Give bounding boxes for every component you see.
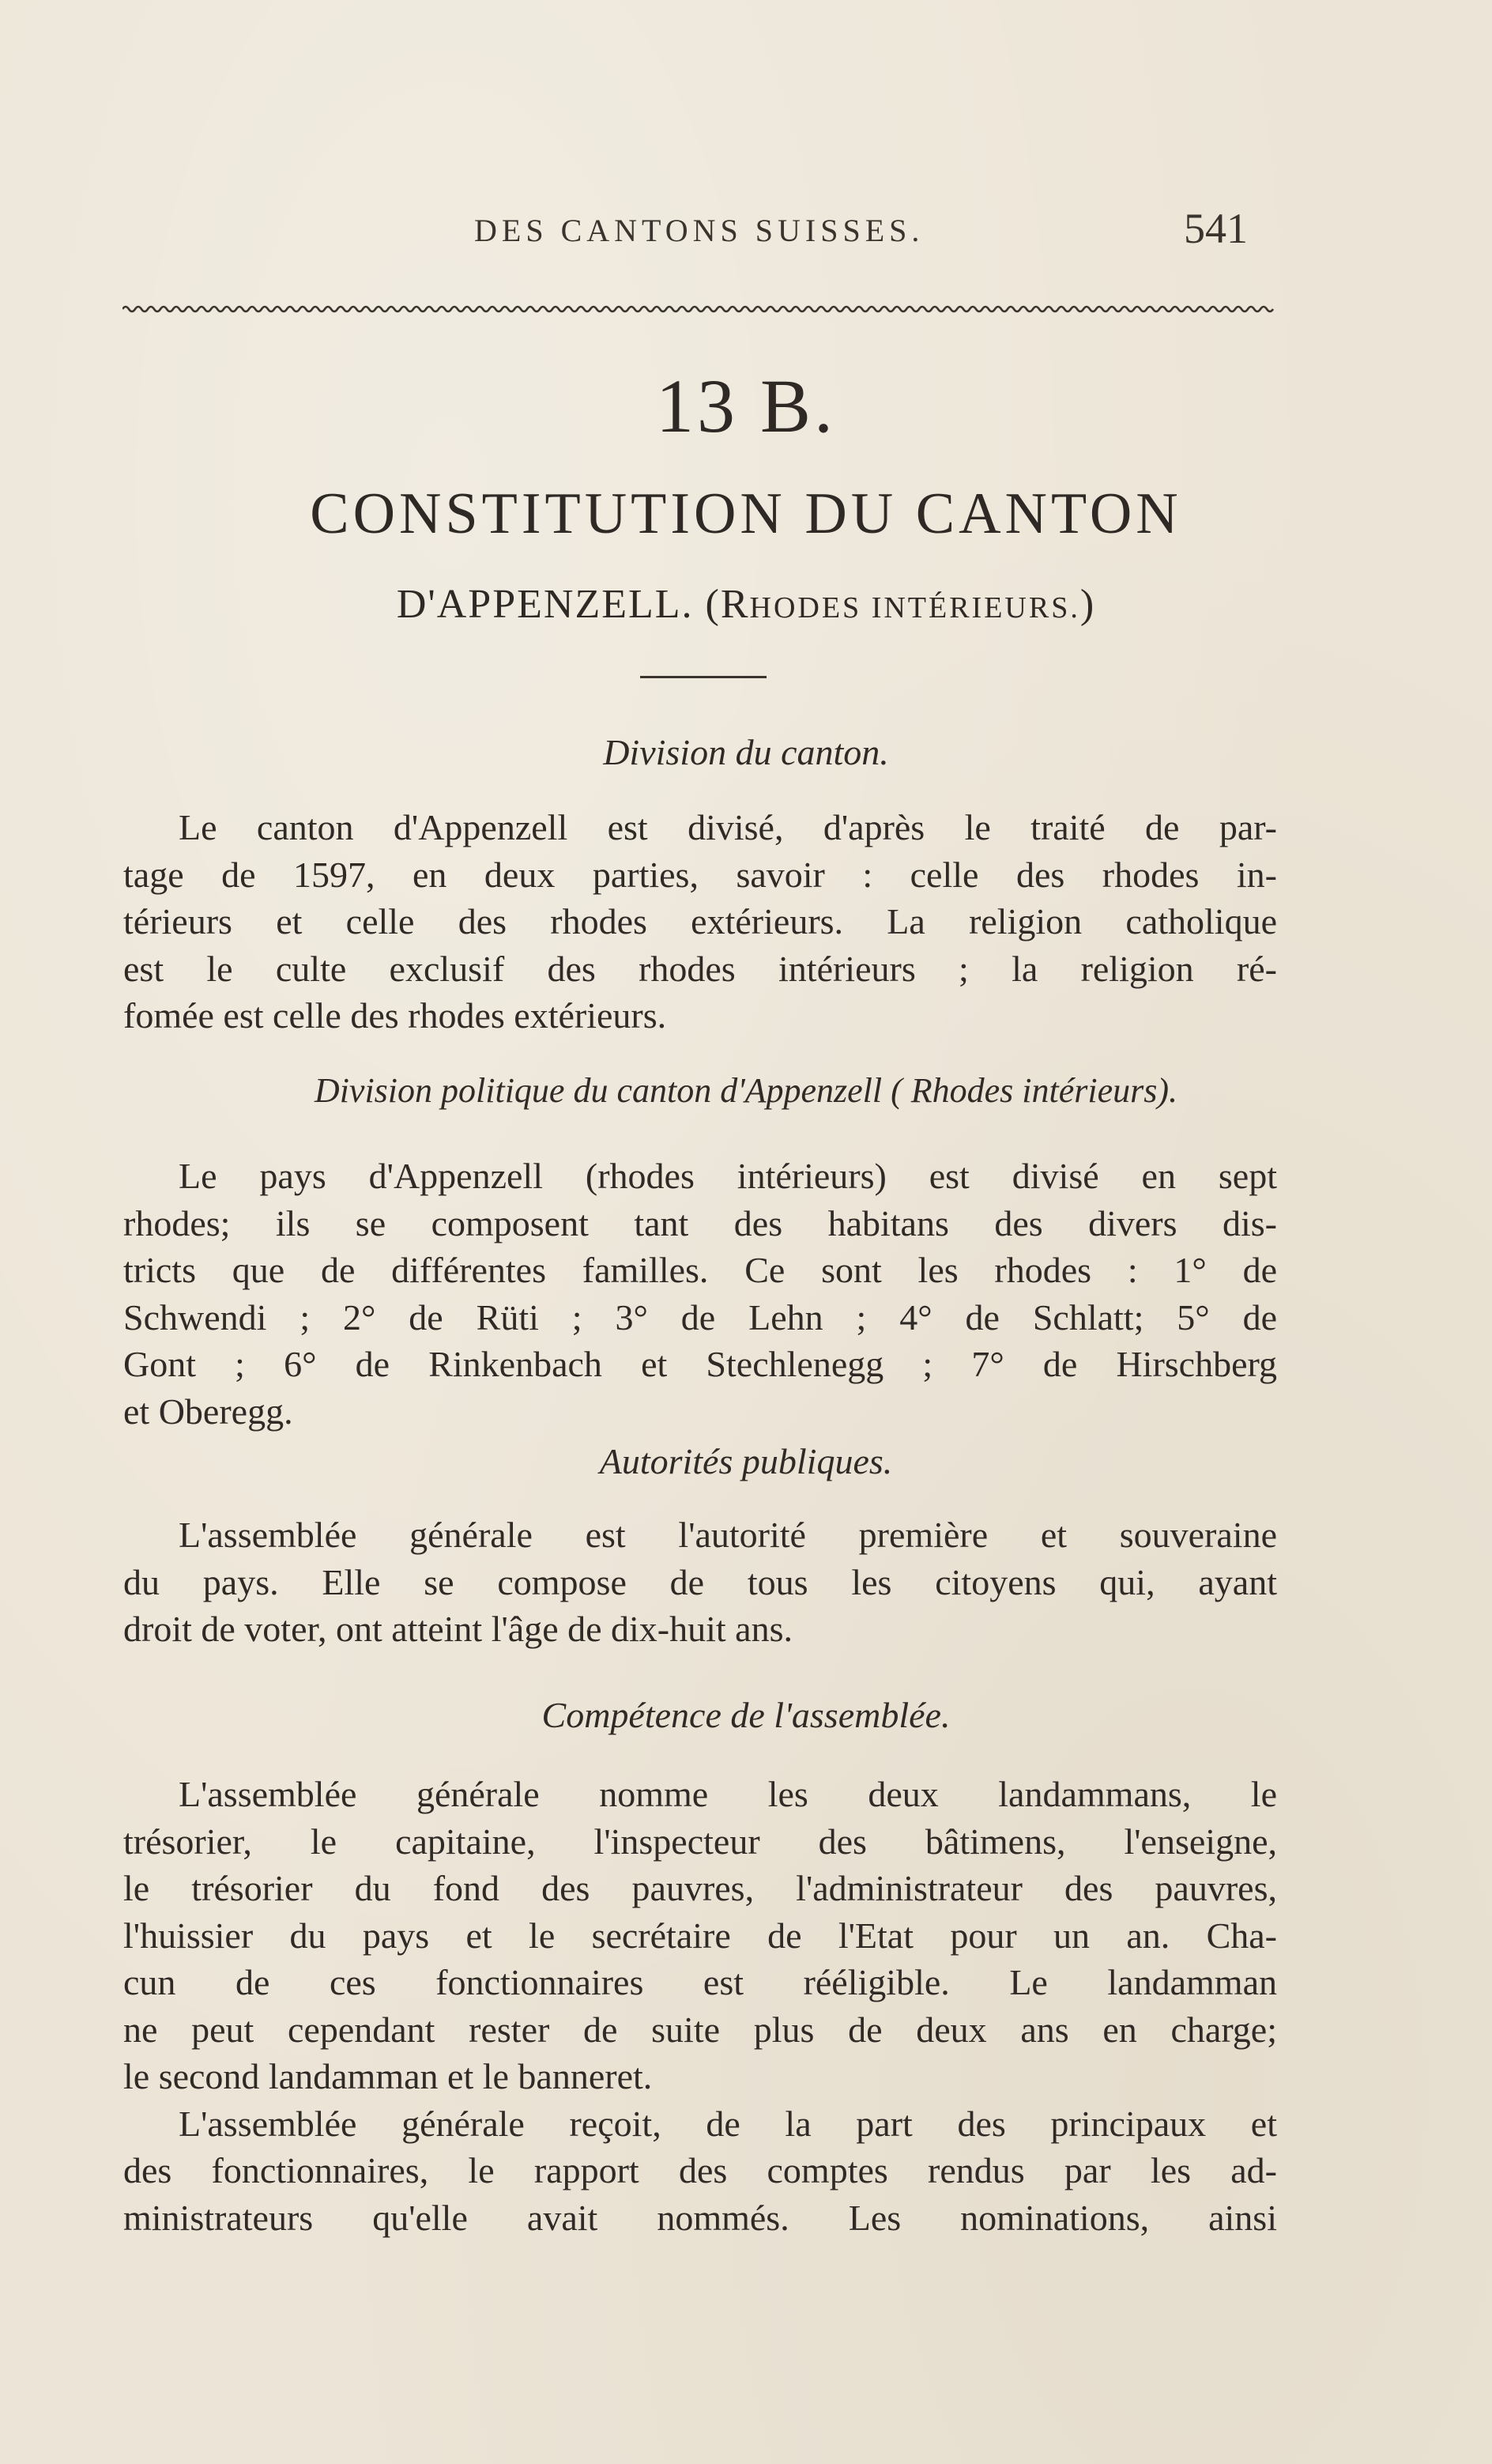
paragraph-division-canton (123, 804, 1277, 1040)
text-line: Gont ; 6° de Rinkenbach et Stechlenegg ; 7° de Hirschberg (123, 1344, 1277, 1384)
text-line: térieurs et celle des rhodes extérieurs. La religion catholique (123, 901, 1277, 941)
text-line: des fonctionnaires, le rapport des comptes rendus par les ad- (123, 2150, 1277, 2190)
text-line: droit de voter, ont atteint l'âge de dix-huit ans. (123, 1609, 793, 1649)
text-line: cun de ces fonctionnaires est rééligible. Le landamman (123, 1962, 1277, 2002)
text-line: rhodes; ils se composent tant des habitans des divers dis- (123, 1202, 1277, 1243)
subtitle-prefix: D'APPENZELL. ( (396, 582, 721, 627)
text-line: le second landamman et le banneret. (123, 2056, 653, 2096)
section-heading-division-politique: Division politique du canton d'Appenzell ( Rhodes intérieurs). (314, 1071, 1178, 1110)
text-line: tage de 1597, en deux parties, savoir : celle des rhodes in- (123, 854, 1277, 895)
text-line: l'huissier du pays et le secrétaire de l'Etat pour un an. Cha- (123, 1915, 1277, 1956)
section-number: 13 B. (655, 364, 837, 448)
text-line: ne peut cependant rester de suite plus de deux ans en charge; (123, 2009, 1277, 2050)
paragraph-division-politique (123, 1153, 1277, 1435)
text-line: tricts que de différentes familles. Ce sont les rhodes : 1° de (123, 1250, 1277, 1290)
document-subtitle (0, 581, 1492, 628)
text-line: ministrateurs qu'elle avait nommés. Les nominations, ainsi (123, 2197, 1277, 2238)
paragraph-competence (123, 1771, 1277, 2241)
ornamental-rule (122, 304, 1276, 314)
subtitle-smallcaps: HODES INTÉRIEURS. (749, 591, 1080, 624)
text-line: Schwendi ; 2° de Rüti ; 3° de Lehn ; 4° de Schlatt; 5° de (123, 1296, 1277, 1338)
subtitle-cap: R (720, 582, 750, 627)
text-line: L'assemblée générale reçoit, de la part des principaux et (179, 2103, 1277, 2144)
text-line: est le culte exclusif des rhodes intérieurs ; la religion ré- (123, 948, 1277, 989)
text-line: L'assemblée générale nomme les deux landammans, le (179, 1774, 1277, 1814)
text-line: trésorier, le capitaine, l'inspecteur des bâtimens, l'enseigne, (123, 1821, 1277, 1862)
text-line: du pays. Elle se compose de tous les citoyens qui, ayant (123, 1561, 1277, 1602)
text-line: Le canton d'Appenzell est divisé, d'après le traité de par- (179, 807, 1277, 847)
running-head: DES CANTONS SUISSES. (474, 213, 925, 248)
document-title: CONSTITUTION DU CANTON (310, 481, 1182, 546)
title-rule (640, 676, 767, 678)
text-line: Le pays d'Appenzell (rhodes intérieurs) est divisé en sept (179, 1156, 1277, 1196)
text-line: et Oberegg. (123, 1390, 293, 1432)
subtitle-suffix: ) (1079, 582, 1096, 627)
section-heading-autorites: Autorités publiques. (599, 1441, 893, 1481)
page-number: 541 (1184, 205, 1248, 252)
text-line: le trésorier du fond des pauvres, l'administrateur des pauvres, (123, 1868, 1277, 1908)
paragraph-autorites (123, 1511, 1277, 1653)
section-heading-division-canton: Division du canton. (603, 732, 889, 772)
text-line: L'assemblée générale est l'autorité première et souveraine (179, 1515, 1277, 1555)
text-line: fomée est celle des rhodes extérieurs. (123, 995, 667, 1036)
section-heading-competence: Compétence de l'assemblée. (541, 1695, 951, 1735)
